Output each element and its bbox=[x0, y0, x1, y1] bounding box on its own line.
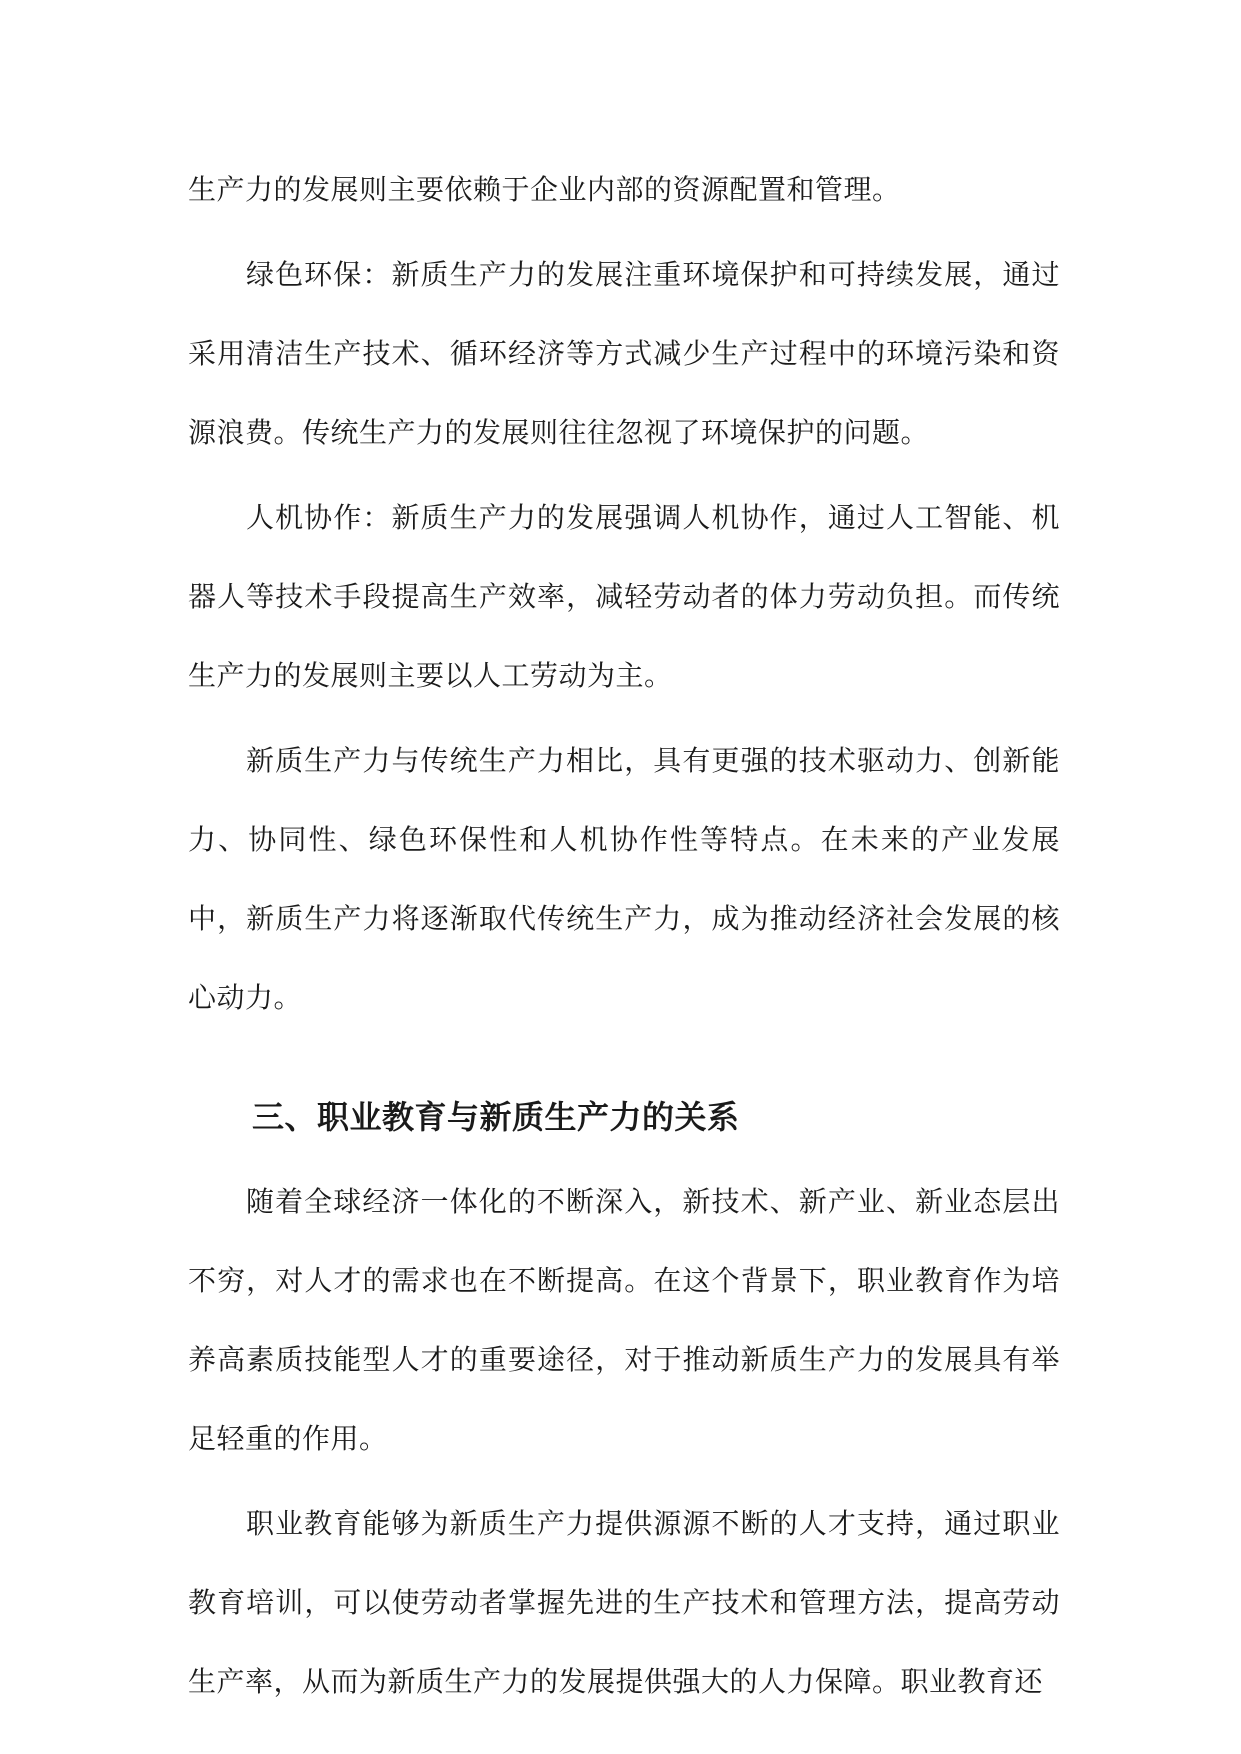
paragraph-text: 职业教育能够为新质生产力提供源源不断的人才支持，通过职业教育培训，可以使劳动者掌握先进的生产技术和管理方法，提高劳动生产率，从而为新质生产力的发展提供强大的人力保障。职业教育还 bbox=[188, 1507, 1060, 1698]
paragraph-text: 绿色环保：新质生产力的发展注重环境保护和可持续发展，通过采用清洁生产技术、循环经济等方式减少生产过程中的环境污染和资源浪费。传统生产力的发展则往往忽视了环境保护的问题。 bbox=[188, 258, 1060, 449]
section-heading: 三、职业教育与新质生产力的关系 bbox=[252, 1098, 740, 1136]
paragraph-text: 生产力的发展则主要依赖于企业内部的资源配置和管理。 bbox=[188, 173, 901, 206]
paragraph-text: 随着全球经济一体化的不断深入，新技术、新产业、新业态层出不穷，对人才的需求也在不断提高。在这个背景下，职业教育作为培养高素质技能型人才的重要途径，对于推动新质生产力的发展具有举足轻重的作用。 bbox=[188, 1185, 1060, 1455]
paragraph-text: 新质生产力与传统生产力相比，具有更强的技术驱动力、创新能力、协同性、绿色环保性和人机协作性等特点。在未来的产业发展中，新质生产力将逐渐取代传统生产力，成为推动经济社会发展的核心动力。 bbox=[188, 744, 1060, 1014]
paragraph-text: 人机协作：新质生产力的发展强调人机协作，通过人工智能、机器人等技术手段提高生产效率，减轻劳动者的体力劳动负担。而传统生产力的发展则主要以人工劳动为主。 bbox=[188, 501, 1060, 692]
document-page bbox=[188, 150, 1060, 1727]
